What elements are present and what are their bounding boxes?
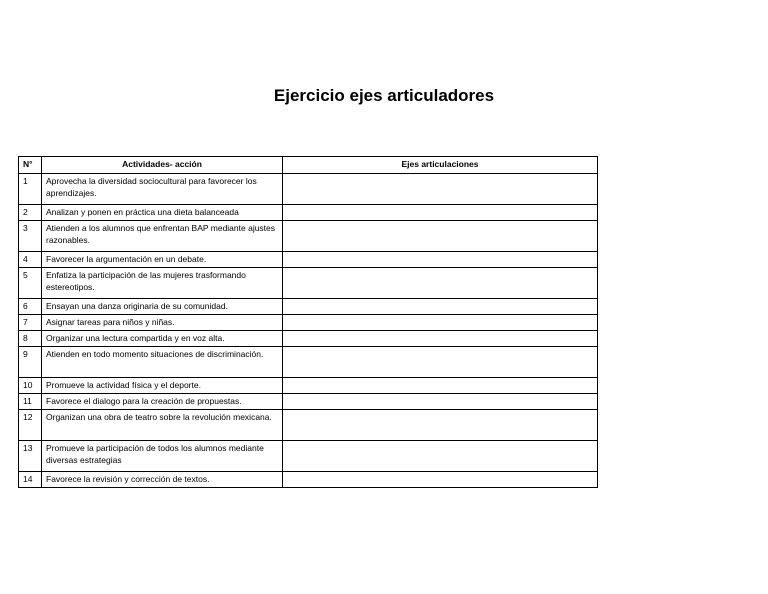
table-row (19, 347, 598, 378)
row-activity: Favorece la revisión y corrección de textos. (42, 472, 283, 488)
table-row (19, 441, 598, 472)
row-axes-cell[interactable] (283, 441, 598, 472)
row-number: 13 (19, 441, 42, 472)
table-row (19, 174, 598, 205)
table-row (19, 410, 598, 441)
row-axes-cell[interactable] (283, 410, 598, 441)
row-activity: Analizan y ponen en práctica una dieta balanceada (42, 205, 283, 221)
row-axes-cell[interactable] (283, 299, 598, 315)
row-activity: Promueve la actividad física y el deporte. (42, 378, 283, 394)
row-axes-cell[interactable] (283, 472, 598, 488)
table-row (19, 378, 598, 394)
row-axes-cell[interactable] (283, 378, 598, 394)
row-axes-cell[interactable] (283, 315, 598, 331)
row-activity: Asignar tareas para niños y niñas. (42, 315, 283, 331)
table-row (19, 299, 598, 315)
table-row (19, 315, 598, 331)
row-number: 5 (19, 268, 42, 299)
header-axes: Ejes articulaciones (283, 157, 598, 174)
row-axes-cell[interactable] (283, 221, 598, 252)
row-activity: Atienden a los alumnos que enfrentan BAP mediante ajustes razonables. (42, 221, 283, 252)
row-number: 4 (19, 252, 42, 268)
row-axes-cell[interactable] (283, 394, 598, 410)
table-row (19, 331, 598, 347)
row-number: 6 (19, 299, 42, 315)
row-activity: Organizar una lectura compartida y en voz alta. (42, 331, 283, 347)
row-axes-cell[interactable] (283, 252, 598, 268)
row-number: 2 (19, 205, 42, 221)
table-row (19, 394, 598, 410)
table-row (19, 472, 598, 488)
activities-table (18, 156, 598, 488)
row-number: 9 (19, 347, 42, 378)
table-row (19, 268, 598, 299)
header-activities: Actividades- acción (42, 157, 283, 174)
row-activity: Promueve la participación de todos los alumnos mediante diversas estrategias (42, 441, 283, 472)
row-axes-cell[interactable] (283, 205, 598, 221)
row-activity: Favorecer la argumentación en un debate. (42, 252, 283, 268)
row-activity: Enfatiza la participación de las mujeres trasformando estereotipos. (42, 268, 283, 299)
row-activity: Aprovecha la diversidad sociocultural para favorecer los aprendizajes. (42, 174, 283, 205)
row-number: 7 (19, 315, 42, 331)
row-axes-cell[interactable] (283, 174, 598, 205)
row-activity: Organizan una obra de teatro sobre la revolución mexicana. (42, 410, 283, 441)
row-number: 11 (19, 394, 42, 410)
row-number: 14 (19, 472, 42, 488)
row-activity: Atienden en todo momento situaciones de discriminación. (42, 347, 283, 378)
row-number: 10 (19, 378, 42, 394)
document-title: Ejercicio ejes articuladores (273, 86, 495, 105)
table-header-row (19, 157, 598, 174)
row-number: 12 (19, 410, 42, 441)
row-axes-cell[interactable] (283, 331, 598, 347)
row-activity: Favorece el dialogo para la creación de propuestas. (42, 394, 283, 410)
row-number: 8 (19, 331, 42, 347)
table-row (19, 252, 598, 268)
row-activity: Ensayan una danza originaria de su comunidad. (42, 299, 283, 315)
row-number: 3 (19, 221, 42, 252)
table-row (19, 221, 598, 252)
row-number: 1 (19, 174, 42, 205)
table-row (19, 205, 598, 221)
row-axes-cell[interactable] (283, 268, 598, 299)
header-number: N° (19, 157, 42, 174)
row-axes-cell[interactable] (283, 347, 598, 378)
